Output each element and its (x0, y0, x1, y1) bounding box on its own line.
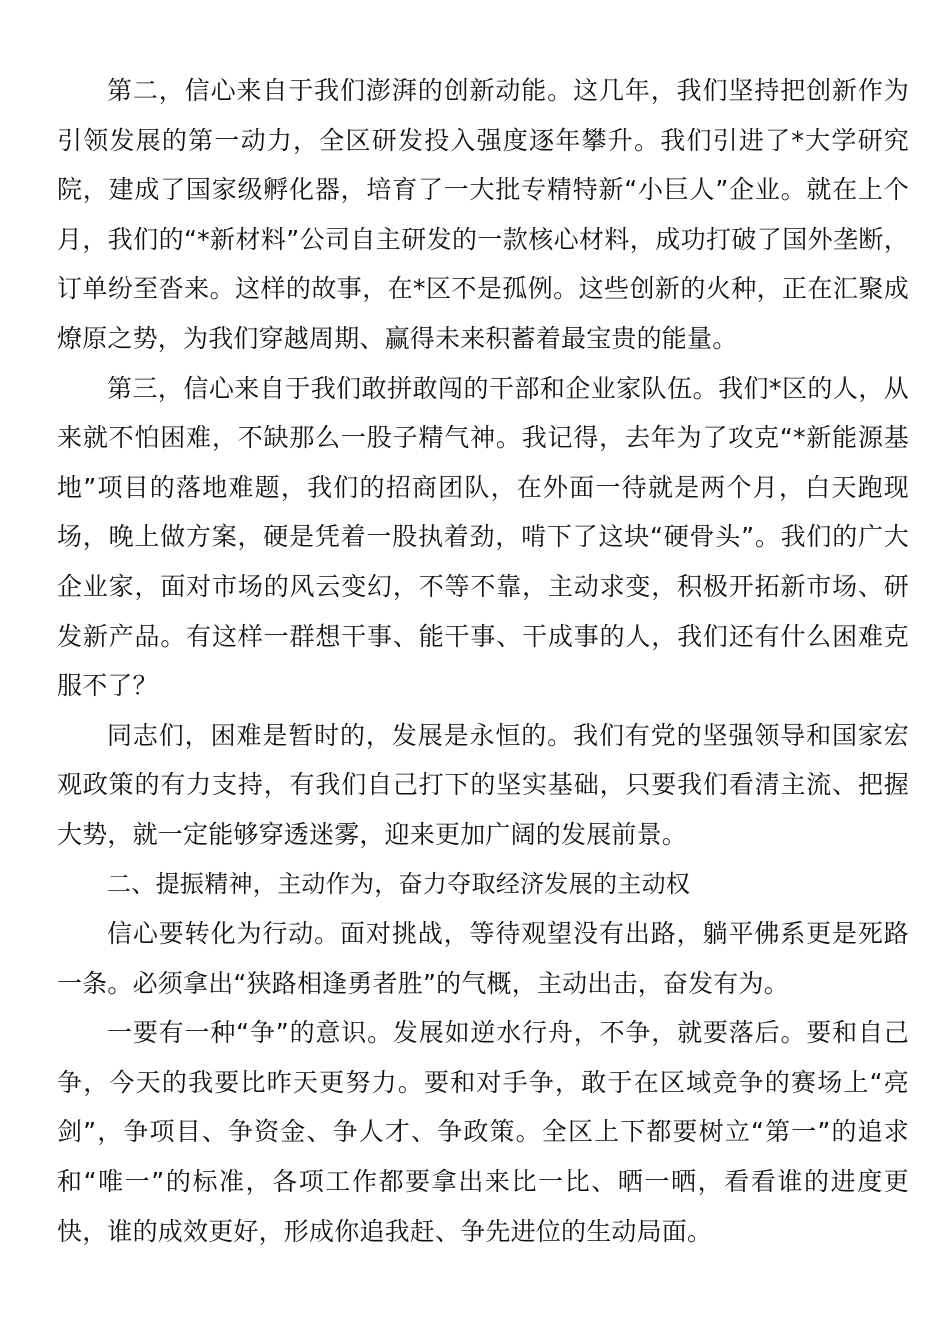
paragraph-compete: 一要有一种“争”的意识。发展如逆水行舟，不争，就要落后。要和自己争，今天的我要比昨天更努力。要和对手争，敢于在区域竞争的赛场上“亮剑”，争项目、争资金、争人才、争政策。全区上下都要树立“第一”的追求和“唯一”的标准，各项工作都要拿出来比一比、晒一晒，看看谁的进度更快，谁的成效更好，形成你追我赶、争先进位的生动局面。 (57, 1018, 909, 1246)
paragraph-cadres: 第三，信心来自于我们敢拼敢闯的干部和企业家队伍。我们*区的人，从来就不怕困难，不缺那么一股子精气神。我记得，去年为了攻克“*新能源基地”项目的落地难题，我们的招商团队，在外面一待就是两个月，白天跑现场，晚上做方案，硬是凭着一股执着劲，啃下了这块“硬骨头”。我们的广大企业家，面对市场的风云变幻，不等不靠，主动求变，积极开拓新市场、研发新产品。有这样一群想干事、能干事、干成事的人，我们还有什么困难克服不了？ (57, 373, 909, 701)
paragraph-action: 信心要转化为行动。面对挑战，等待观望没有出路，躺平佛系更是死路一条。必须拿出“狭路相逢勇者胜”的气概，主动出击，奋发有为。 (57, 919, 909, 998)
paragraph-comrades: 同志们，困难是暂时的，发展是永恒的。我们有党的坚强领导和国家宏观政策的有力支持，有我们自己打下的坚实基础，只要我们看清主流、把握大势，就一定能够穿透迷雾，迎来更加广阔的发展前景。 (57, 720, 909, 849)
document-page (57, 66, 909, 1256)
section-heading: 二、提振精神，主动作为，奋力夺取经济发展的主动权 (107, 869, 691, 898)
paragraph-innovation: 第二，信心来自于我们澎湃的创新动能。这几年，我们坚持把创新作为引领发展的第一动力，全区研发投入强度逐年攀升。我们引进了*大学研究院，建成了国家级孵化器，培育了一大批专精特新“小巨人”企业。就在上个月，我们的“*新材料”公司自主研发的一款核心材料，成功打破了国外垄断，订单纷至沓来。这样的故事，在*区不是孤例。这些创新的火种，正在汇聚成燎原之势，为我们穿越周期、赢得未来积蓄着最宝贵的能量。 (57, 76, 909, 353)
